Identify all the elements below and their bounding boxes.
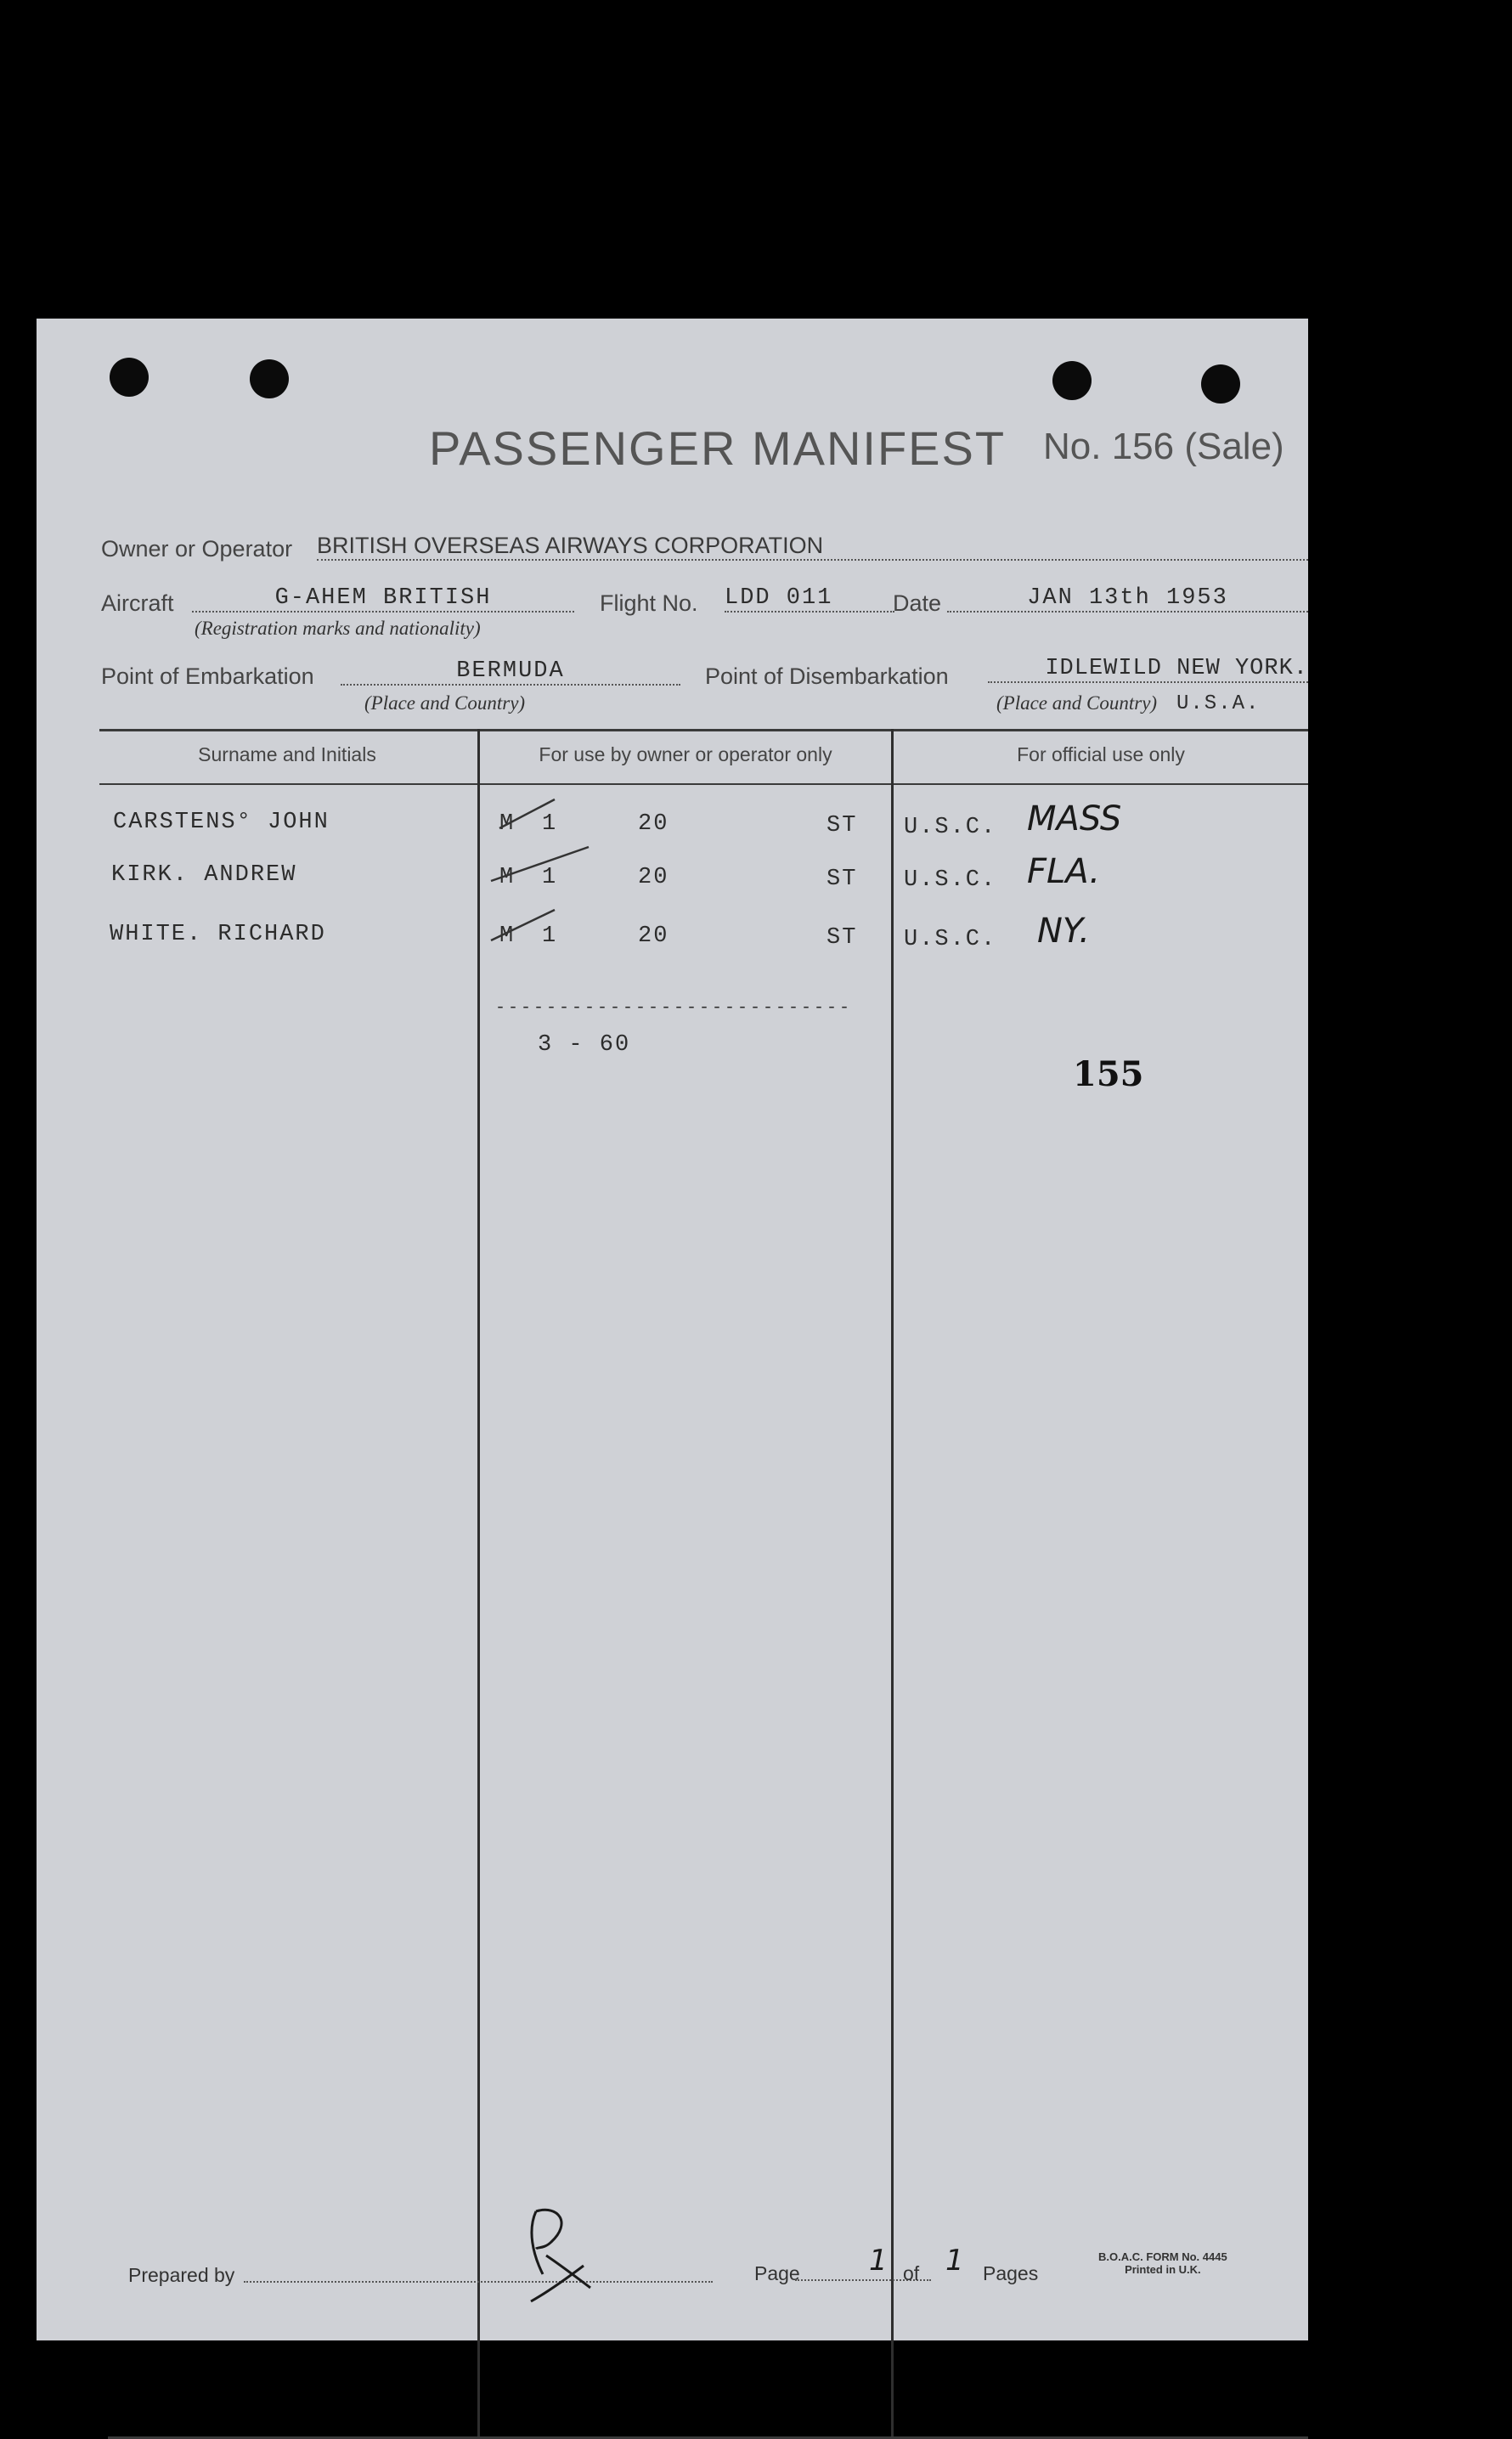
embarkation-value: BERMUDA xyxy=(341,658,680,686)
table-top-rule xyxy=(99,729,1308,731)
aircraft-caption: (Registration marks and nationality) xyxy=(195,618,481,639)
of-label: of xyxy=(903,2262,920,2284)
prepared-by-label: Prepared by xyxy=(128,2264,235,2286)
handwritten-state: FLA. xyxy=(1027,852,1101,891)
passenger-sex: M xyxy=(499,811,516,837)
punch-hole xyxy=(1052,361,1092,400)
passenger-code: ST xyxy=(827,813,858,838)
page-title: PASSENGER MANIFEST xyxy=(429,421,1007,475)
table-header-rule xyxy=(99,783,1308,785)
totals-separator: ---------------------------- xyxy=(495,998,853,1018)
official-entry: U.S.C. xyxy=(904,867,997,893)
manifest-number: No. 156 (Sale) xyxy=(1043,426,1284,467)
aircraft-label: Aircraft xyxy=(101,590,174,616)
flight-value: LDD 011 xyxy=(725,585,894,613)
passenger-weight: 20 xyxy=(638,811,669,837)
official-entry: U.S.C. xyxy=(904,927,997,952)
prepared-by-line xyxy=(244,2281,713,2283)
column-header-operator: For use by owner or operator only xyxy=(539,743,832,765)
date-value: JAN 13th 1953 xyxy=(947,585,1308,613)
flight-label: Flight No. xyxy=(600,590,698,616)
passenger-code: ST xyxy=(827,867,858,892)
passenger-weight: 20 xyxy=(638,865,669,890)
prepared-by-signature xyxy=(512,2205,623,2306)
punch-hole xyxy=(110,358,149,397)
of-value: 1 xyxy=(945,2244,964,2278)
handwritten-tick-marks xyxy=(461,794,631,964)
column-divider xyxy=(477,729,480,2436)
passenger-count: 1 xyxy=(542,923,558,949)
passenger-name: KIRK. ANDREW xyxy=(111,862,297,888)
official-entry: U.S.C. xyxy=(904,815,997,840)
owner-label: Owner or Operator xyxy=(101,536,293,562)
punch-hole xyxy=(250,359,289,398)
disembarkation-caption: (Place and Country) xyxy=(996,692,1158,714)
handwritten-state: NY. xyxy=(1037,912,1090,951)
form-number xyxy=(1098,2250,1227,2276)
disembarkation-country: U.S.A. xyxy=(1176,692,1261,715)
owner-value: BRITISH OVERSEAS AIRWAYS CORPORATION xyxy=(317,533,1308,561)
passenger-sex: M xyxy=(499,923,516,949)
embarkation-caption: (Place and Country) xyxy=(364,692,526,714)
passenger-count: 1 xyxy=(542,811,558,837)
embarkation-label: Point of Embarkation xyxy=(101,663,314,689)
column-header-surname: Surname and Initials xyxy=(198,743,376,765)
column-header-official: For official use only xyxy=(1017,743,1185,765)
passenger-count: 1 xyxy=(542,865,558,890)
disembarkation-label: Point of Disembarkation xyxy=(705,663,949,689)
totals-value: 3 - 60 xyxy=(538,1032,631,1058)
passenger-name: WHITE. RICHARD xyxy=(110,922,326,947)
form-printed-line: Printed in U.K. xyxy=(1125,2263,1201,2276)
page-label: Page xyxy=(754,2262,800,2284)
pages-label: Pages xyxy=(983,2262,1039,2284)
punch-hole xyxy=(1201,364,1240,404)
date-label: Date xyxy=(893,590,942,616)
disembarkation-value: IDLEWILD NEW YORK. xyxy=(988,656,1308,683)
form-number-line: B.O.A.C. FORM No. 4445 xyxy=(1098,2250,1227,2263)
aircraft-value: G-AHEM BRITISH xyxy=(192,585,574,613)
manifest-sheet xyxy=(37,319,1308,2340)
passenger-code: ST xyxy=(827,925,858,951)
column-divider xyxy=(891,729,894,2436)
passenger-name: CARSTENS° JOHN xyxy=(113,810,330,835)
stamped-number: 155 xyxy=(1073,1054,1144,1094)
passenger-weight: 20 xyxy=(638,923,669,949)
handwritten-state: MASS xyxy=(1027,799,1122,838)
page-value: 1 xyxy=(869,2244,888,2278)
passenger-sex: M xyxy=(499,865,516,890)
